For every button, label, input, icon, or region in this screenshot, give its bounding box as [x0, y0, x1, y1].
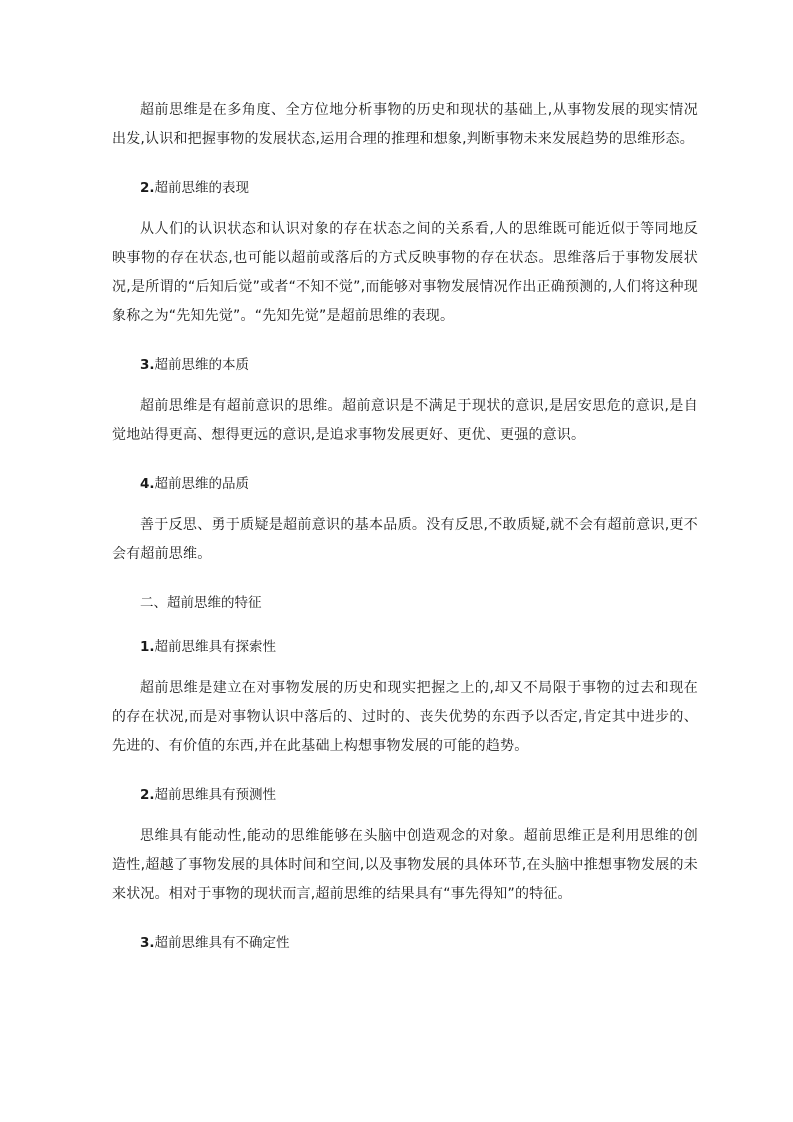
heading-text: 超前思维的表现 — [154, 180, 250, 196]
heading-text: 超前思维的本质 — [154, 357, 250, 373]
heading-essence — [112, 355, 698, 375]
heading-uncertainty — [112, 933, 698, 953]
heading-number: 2. — [140, 180, 155, 196]
heading-exploratory — [112, 637, 698, 657]
heading-text: 超前思维的品质 — [154, 476, 250, 492]
paragraph-essence: 超前思维是有超前意识的思维。超前意识是不满足于现状的意识,是居安思危的意识,是自觉地站得更高、想得更远的意识,是追求事物发展更好、更优、更强的意识。 — [112, 398, 698, 443]
heading-manifestation — [112, 178, 698, 198]
paragraph-predictive: 思维具有能动性,能动的思维能够在头脑中创造观念的对象。超前思维正是利用思维的创造性,超越了事物发展的具体时间和空间,以及事物发展的具体环节,在头脑中推想事物发展的未来状况。相对于事物的现状而言,超前思维的结果具有“事先得知”的特征。 — [112, 828, 698, 902]
heading-number: 1. — [140, 639, 155, 655]
paragraph-manifestation: 从人们的认识状态和认识对象的存在状态之间的关系看,人的思维既可能近似于等同地反映事物的存在状态,也可能以超前或落后的方式反映事物的存在状态。思维落后于事物发展状况,是所谓的“后知后觉”或者“不知不觉”,而能够对事物发展情况作出正确预测的,人们将这种现象称之为“先知先觉”。“先知先觉”是超前思维的表现。 — [112, 221, 698, 324]
paragraph-definition: 超前思维是在多角度、全方位地分析事物的历史和现状的基础上,从事物发展的现实情况出发,认识和把握事物的发展状态,运用合理的推理和想象,判断事物未来发展趋势的思维形态。 — [112, 102, 698, 147]
heading-number: 3. — [140, 357, 155, 373]
document-body — [112, 96, 698, 953]
section-heading-features — [112, 593, 698, 613]
heading-quality — [112, 474, 698, 494]
paragraph-quality: 善于反思、勇于质疑是超前意识的基本品质。没有反思,不敢质疑,就不会有超前意识,更不会有超前思维。 — [112, 517, 698, 562]
heading-text: 超前思维具有探索性 — [154, 639, 277, 655]
heading-predictive — [112, 785, 698, 805]
heading-text: 超前思维具有预测性 — [154, 787, 277, 803]
heading-text: 二、超前思维的特征 — [140, 595, 262, 611]
heading-number: 3. — [140, 935, 155, 951]
paragraph-exploratory: 超前思维是建立在对事物发展的历史和现实把握之上的,却又不局限于事物的过去和现在的存在状况,而是对事物认识中落后的、过时的、丧失优势的东西予以否定,肯定其中进步的、先进的、有价值的东西,并在此基础上构想事物发展的可能的趋势。 — [112, 680, 698, 754]
heading-number: 4. — [140, 476, 155, 492]
heading-text: 超前思维具有不确定性 — [154, 935, 290, 951]
heading-number: 2. — [140, 787, 155, 803]
